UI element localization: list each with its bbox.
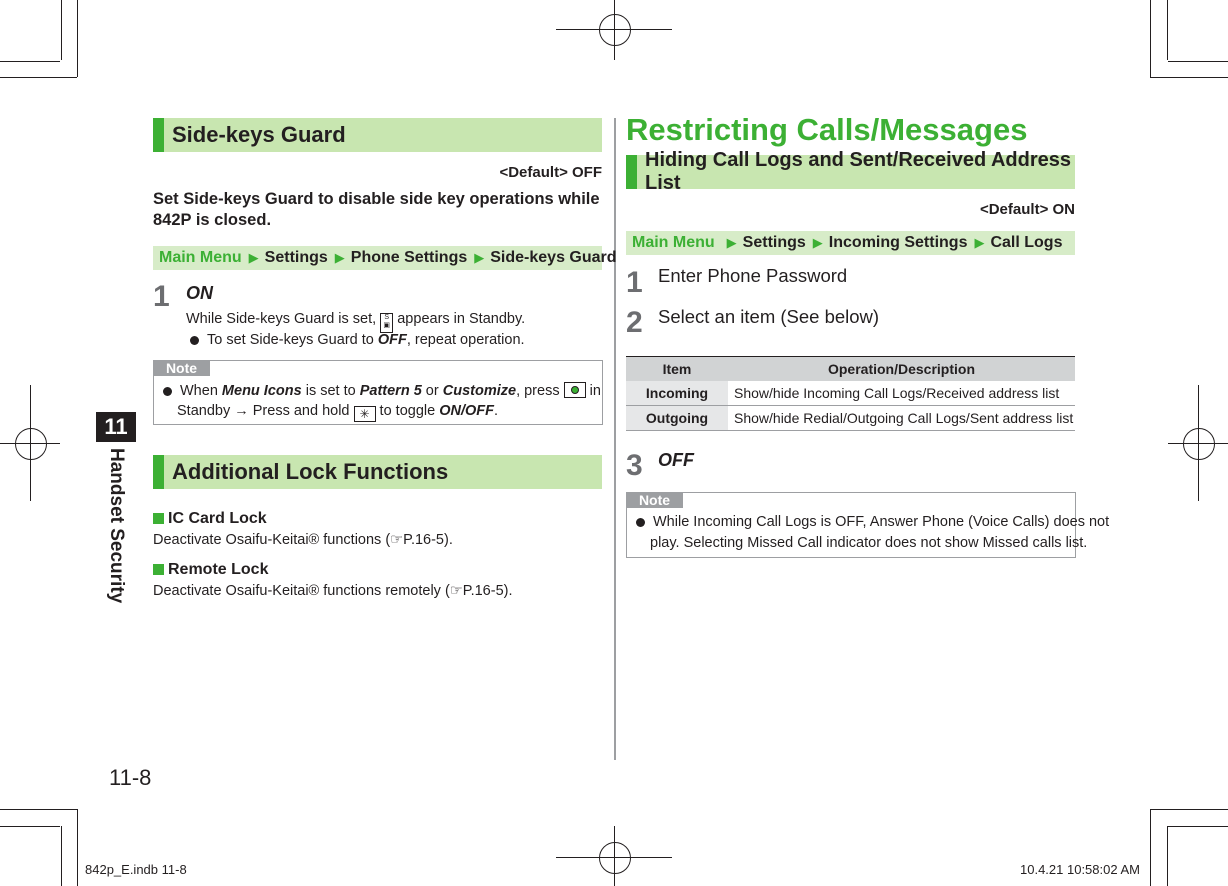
remote-lock-title: Remote Lock xyxy=(153,561,268,579)
menu-path-item: Side-keys Guard xyxy=(490,249,617,266)
timestamp-slug: 10.4.21 10:58:02 AM xyxy=(1020,862,1140,877)
menu-path-item: Settings xyxy=(742,234,806,251)
page-number: 11-8 xyxy=(109,765,152,790)
step-number: 3 xyxy=(626,449,643,482)
bullet-icon xyxy=(163,387,172,396)
default-value: <Default> OFF xyxy=(499,164,602,181)
chapter-title: Handset Security xyxy=(106,448,127,604)
menu-path-item: Incoming Settings xyxy=(828,234,968,251)
table-cell: Outgoing xyxy=(626,406,728,431)
chapter-number: 11 xyxy=(96,412,136,442)
table-cell: Show/hide Redial/Outgoing Call Logs/Sent address list xyxy=(728,406,1075,431)
intro-text-line1: Set Side-keys Guard to disable side key operations while xyxy=(153,190,600,208)
menu-path xyxy=(626,231,1075,255)
menu-path-item: Settings xyxy=(264,249,328,266)
arrow-right-icon: ▶ xyxy=(726,235,737,250)
menu-path-main: Main Menu xyxy=(632,234,715,251)
note-text-line2: Standby → Press and hold ✳ to toggle ON/OFF. xyxy=(177,403,499,421)
default-value: <Default> ON xyxy=(979,201,1075,218)
arrow-right-icon: ▶ xyxy=(248,250,259,265)
step-title: OFF xyxy=(658,450,694,470)
table-cell: Show/hide Incoming Call Logs/Received address list xyxy=(728,381,1075,406)
step-description: While Side-keys Guard is set, S ▣ appears in Standby. xyxy=(186,311,525,333)
note-text-line1: When Menu Icons is set to Pattern 5 or Customize, press in xyxy=(163,382,601,399)
column-divider xyxy=(614,118,616,760)
table-cell: Incoming xyxy=(626,381,728,406)
side-key-lock-icon: S ▣ xyxy=(380,313,393,333)
intro-text-line2: 842P is closed. xyxy=(153,211,272,229)
ic-card-lock-desc: Deactivate Osaifu-Keitai® functions (☞P.16-5). xyxy=(153,532,453,548)
table-row xyxy=(626,406,1075,431)
table-row xyxy=(626,381,1075,406)
menu-path-item: Phone Settings xyxy=(350,249,468,266)
note-label: Note xyxy=(626,492,683,508)
step-number: 2 xyxy=(626,306,643,339)
table-header: Item xyxy=(626,357,728,382)
menu-path-main: Main Menu xyxy=(159,249,242,266)
item-table xyxy=(626,356,1075,431)
section-heading-additional-lock: Additional Lock Functions xyxy=(153,455,602,489)
bullet-icon xyxy=(190,336,199,345)
step-text: Select an item (See below) xyxy=(658,306,880,327)
step-title: ON xyxy=(186,283,213,303)
remote-lock-desc: Deactivate Osaifu-Keitai® functions remotely (☞P.16-5). xyxy=(153,583,513,599)
bullet-icon xyxy=(636,518,645,527)
step-number: 1 xyxy=(153,280,170,313)
center-key-icon xyxy=(564,382,586,398)
note-label: Note xyxy=(153,360,210,376)
section-heading-side-keys-guard: Side-keys Guard xyxy=(153,118,602,152)
arrow-right-icon: ▶ xyxy=(334,250,345,265)
step-text: Enter Phone Password xyxy=(658,265,848,286)
step-number: 1 xyxy=(626,266,643,299)
arrow-right-icon: ▶ xyxy=(474,250,485,265)
ic-card-lock-title: IC Card Lock xyxy=(153,510,267,528)
menu-path xyxy=(153,246,617,270)
menu-path-item: Call Logs xyxy=(990,234,1063,251)
page-title: Restricting Calls/Messages xyxy=(626,112,1028,147)
note-text-line1: While Incoming Call Logs is OFF, Answer Phone (Voice Calls) does not xyxy=(636,514,1109,530)
table-header: Operation/Description xyxy=(728,357,1075,382)
square-bullet-icon xyxy=(153,513,164,524)
note-text-line2: play. Selecting Missed Call indicator does not show Missed calls list. xyxy=(650,535,1088,551)
arrow-right-icon: ▶ xyxy=(974,235,985,250)
section-heading-hiding-call-logs: Hiding Call Logs and Sent/Received Address List xyxy=(626,155,1075,189)
file-slug: 842p_E.indb 11-8 xyxy=(85,862,187,877)
arrow-right-icon: ▶ xyxy=(812,235,823,250)
asterisk-key-icon: ✳ xyxy=(354,406,376,422)
square-bullet-icon xyxy=(153,564,164,575)
step-bullet: To set Side-keys Guard to OFF, repeat operation. xyxy=(190,332,525,348)
